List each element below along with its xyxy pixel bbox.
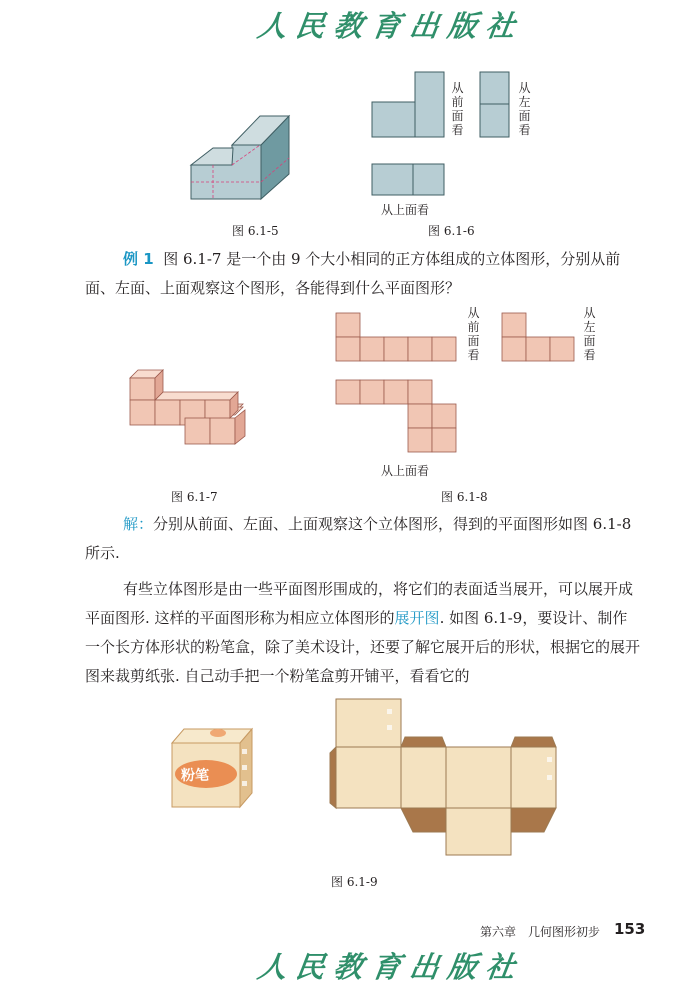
fig-6-1-6-views	[370, 70, 530, 200]
solution-text: 分别从前面、左面、上面观察这个立体图形，得到的平面图形如图 6.1-8 所示.	[85, 515, 632, 562]
nets-paragraph	[85, 575, 640, 691]
example-1	[85, 245, 640, 303]
fig-6-1-8-views	[330, 310, 590, 460]
fig-6-1-6-left-label: 从左面看	[518, 81, 531, 137]
solution-label: 解：	[123, 515, 154, 533]
left-view-cell	[502, 313, 526, 337]
example-1-label: 例 1	[123, 250, 154, 268]
solution	[85, 510, 640, 568]
paragraph-part-2: . 如图 6.1-9，要设计、制作一个长方体形状的粉笔盒，除了美术设计，还要了解它展开后的形状，根据它的展开图来裁剪纸张. 自己动手把一个粉笔盒剪开铺平，看看它的	[85, 609, 641, 685]
fig-6-1-8-top-label: 从上面看	[381, 464, 430, 478]
publisher-footer: 人民教育出版社	[255, 950, 527, 984]
front-view-shape	[372, 72, 444, 137]
fig-6-1-6-top-label: 从上面看	[381, 203, 430, 217]
fig-6-1-6-caption: 图 6.1-6	[428, 224, 475, 238]
top-view-shape	[372, 164, 444, 195]
chalk-box-label: 粉笔	[181, 768, 209, 784]
example-1-question: 图 6.1-7 是一个由 9 个大小相同的正方体组成的立体图形，分别从前面、左面、上面观察这个图形，各能得到什么平面图形？	[85, 250, 621, 297]
fig-6-1-8-caption: 图 6.1-8	[441, 490, 488, 504]
fig-6-1-7-caption: 图 6.1-7	[171, 490, 218, 504]
fig-6-1-8-left-label: 从左面看	[583, 306, 596, 362]
fig-6-1-9-caption: 图 6.1-9	[331, 875, 378, 889]
page-number: 153	[614, 920, 646, 938]
fig-6-1-8-front-label: 从前面看	[467, 306, 480, 362]
chalk-box-net	[327, 695, 557, 857]
front-view-cell	[336, 313, 360, 337]
term-net: 展开图	[394, 609, 440, 627]
fig-6-1-7-solid	[125, 365, 260, 450]
fig-6-1-5-solid	[185, 108, 300, 205]
publisher-header: 人民教育出版社	[255, 9, 527, 43]
paragraph-part-1: 有些立体图形是由一些平面图形围成的，将它们的表面适当展开，可以展开成平面图形. 这样的平面图形称为相应立体图形的	[85, 580, 634, 627]
top-view-cell	[336, 380, 360, 404]
fig-6-1-6-front-label: 从前面看	[451, 81, 464, 137]
fig-6-1-5-caption: 图 6.1-5	[232, 224, 279, 238]
chapter-footer: 第六章 几何图形初步	[480, 925, 601, 939]
